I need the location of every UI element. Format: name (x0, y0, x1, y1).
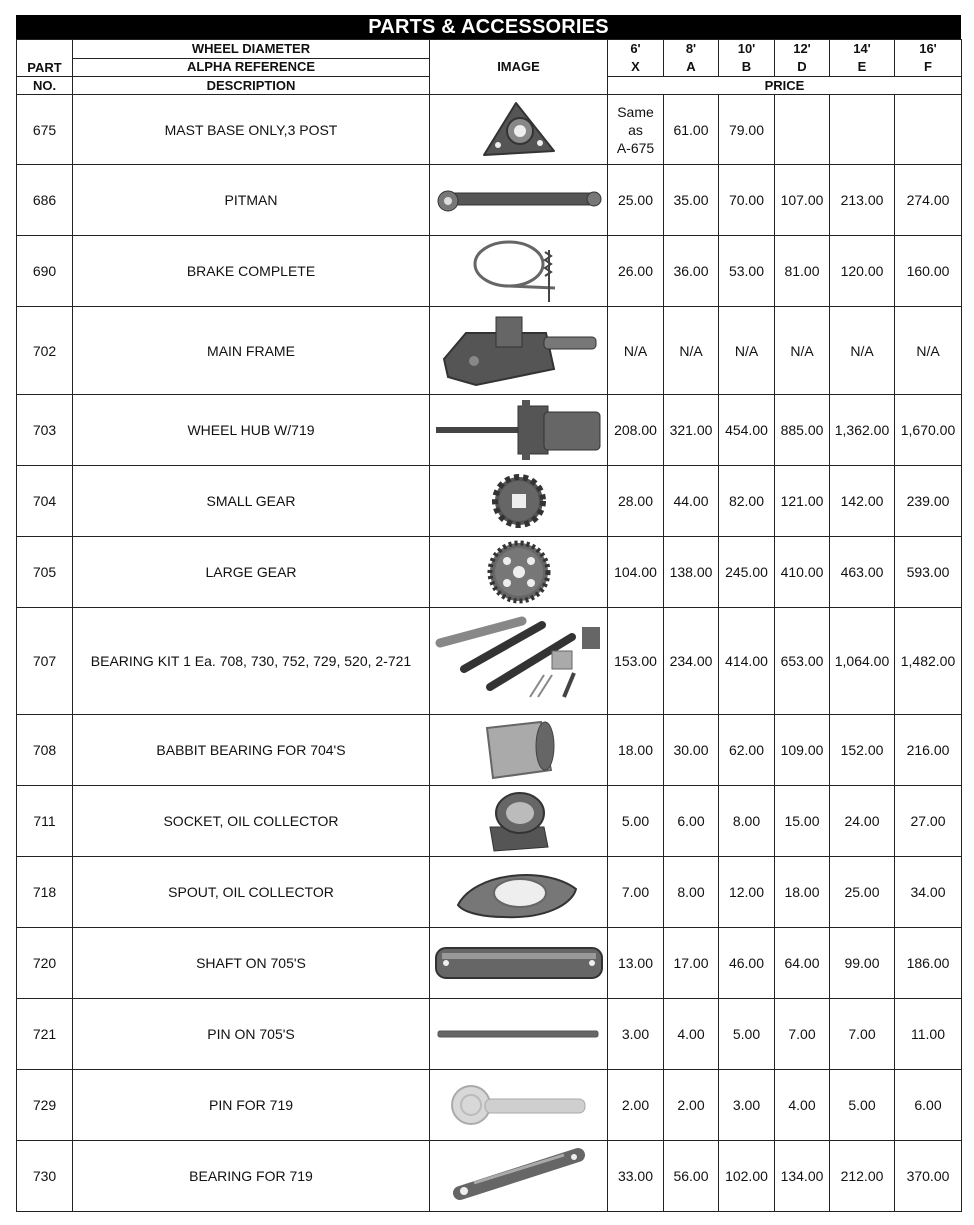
size-header-x: 6' X (608, 40, 664, 77)
price-cell: 7.00 (608, 857, 664, 928)
alpha-reference-header: ALPHA REFERENCE (73, 58, 430, 77)
shaft-image (430, 928, 608, 999)
description-header: DESCRIPTION (73, 77, 430, 95)
price-cell: 593.00 (895, 537, 962, 608)
price-cell: 3.00 (719, 1070, 775, 1141)
table-row (17, 857, 962, 928)
table-body (17, 95, 962, 1212)
wheel-hub-image (430, 395, 608, 466)
price-cell: 4.00 (775, 1070, 830, 1141)
part-number: 686 (17, 165, 73, 236)
size-header-b: 10' B (719, 40, 775, 77)
table-row (17, 466, 962, 537)
table-row (17, 928, 962, 999)
part-number: 702 (17, 307, 73, 395)
part-number: 711 (17, 786, 73, 857)
price-cell: 138.00 (664, 537, 719, 608)
part-number: 730 (17, 1141, 73, 1212)
wheel-diameter-header: WHEEL DIAMETER (73, 40, 430, 59)
price-cell: 109.00 (775, 715, 830, 786)
part-description: PIN ON 705'S (73, 999, 430, 1070)
part-description: SPOUT, OIL COLLECTOR (73, 857, 430, 928)
part-number: 704 (17, 466, 73, 537)
part-number: 705 (17, 537, 73, 608)
price-cell: N/A (830, 307, 895, 395)
pitman-image (430, 165, 608, 236)
size-header-d: 12' D (775, 40, 830, 77)
price-cell: 26.00 (608, 236, 664, 307)
table-row (17, 1070, 962, 1141)
table-row (17, 786, 962, 857)
large-gear-image (430, 537, 608, 608)
price-cell: 36.00 (664, 236, 719, 307)
price-cell: 1,670.00 (895, 395, 962, 466)
table-row (17, 715, 962, 786)
part-no-header (17, 40, 73, 77)
part-number: 690 (17, 236, 73, 307)
part-description: BEARING FOR 719 (73, 1141, 430, 1212)
price-cell: N/A (719, 307, 775, 395)
price-cell: 885.00 (775, 395, 830, 466)
part-description: MAIN FRAME (73, 307, 430, 395)
part-description: LARGE GEAR (73, 537, 430, 608)
price-cell: 4.00 (664, 999, 719, 1070)
price-cell: 186.00 (895, 928, 962, 999)
part-description: WHEEL HUB W/719 (73, 395, 430, 466)
price-cell: 121.00 (775, 466, 830, 537)
price-cell: 239.00 (895, 466, 962, 537)
part-number: 721 (17, 999, 73, 1070)
price-cell (830, 95, 895, 165)
bearing-rod-image (430, 1141, 608, 1212)
price-cell: 3.00 (608, 999, 664, 1070)
price-cell: N/A (664, 307, 719, 395)
price-cell: 62.00 (719, 715, 775, 786)
price-cell: 454.00 (719, 395, 775, 466)
price-cell: 1,482.00 (895, 608, 962, 715)
price-cell: 414.00 (719, 608, 775, 715)
price-cell (775, 95, 830, 165)
price-cell: 25.00 (608, 165, 664, 236)
price-cell: 102.00 (719, 1141, 775, 1212)
spout-image (430, 857, 608, 928)
parts-table (16, 39, 962, 1212)
part-number: 675 (17, 95, 73, 165)
price-cell: 7.00 (775, 999, 830, 1070)
part-number: 703 (17, 395, 73, 466)
table-row (17, 307, 962, 395)
socket-image (430, 786, 608, 857)
price-cell: 321.00 (664, 395, 719, 466)
price-cell: 8.00 (719, 786, 775, 857)
price-cell: 70.00 (719, 165, 775, 236)
pin-ring-image (430, 1070, 608, 1141)
part-description: BEARING KIT 1 Ea. 708, 730, 752, 729, 520, 2-721 (73, 608, 430, 715)
price-cell: N/A (608, 307, 664, 395)
image-header: IMAGE (430, 40, 608, 95)
price-cell: 99.00 (830, 928, 895, 999)
price-cell: 64.00 (775, 928, 830, 999)
small-gear-image (430, 466, 608, 537)
price-sheet (16, 15, 961, 1212)
price-cell: 370.00 (895, 1141, 962, 1212)
part-number: 729 (17, 1070, 73, 1141)
size-header-f: 16' F (895, 40, 962, 77)
table-row (17, 165, 962, 236)
price-cell: 18.00 (775, 857, 830, 928)
bearing-kit-image (430, 608, 608, 715)
price-cell: 120.00 (830, 236, 895, 307)
part-description: MAST BASE ONLY,3 POST (73, 95, 430, 165)
price-cell: 216.00 (895, 715, 962, 786)
part-description: BRAKE COMPLETE (73, 236, 430, 307)
price-cell: 212.00 (830, 1141, 895, 1212)
price-cell: 104.00 (608, 537, 664, 608)
price-cell: 44.00 (664, 466, 719, 537)
table-row (17, 236, 962, 307)
price-cell (895, 95, 962, 165)
price-cell: 33.00 (608, 1141, 664, 1212)
price-cell: 61.00 (664, 95, 719, 165)
pin-long-image (430, 999, 608, 1070)
main-frame-image (430, 307, 608, 395)
page-title: PARTS & ACCESSORIES (16, 15, 961, 39)
part-number: 707 (17, 608, 73, 715)
table-row (17, 95, 962, 165)
price-cell: 82.00 (719, 466, 775, 537)
babbit-bearing-image (430, 715, 608, 786)
price-cell: 160.00 (895, 236, 962, 307)
price-cell: 6.00 (895, 1070, 962, 1141)
price-cell: 152.00 (830, 715, 895, 786)
table-row (17, 1141, 962, 1212)
price-cell: 2.00 (664, 1070, 719, 1141)
part-number: 718 (17, 857, 73, 928)
table-row (17, 608, 962, 715)
price-cell: 34.00 (895, 857, 962, 928)
part-no-header-line2: NO. (17, 77, 73, 95)
price-cell: 134.00 (775, 1141, 830, 1212)
price-cell: 5.00 (830, 1070, 895, 1141)
price-cell: 46.00 (719, 928, 775, 999)
price-cell: 245.00 (719, 537, 775, 608)
part-description: PITMAN (73, 165, 430, 236)
price-cell: 6.00 (664, 786, 719, 857)
price-cell: 11.00 (895, 999, 962, 1070)
price-cell: 2.00 (608, 1070, 664, 1141)
price-cell: 28.00 (608, 466, 664, 537)
price-cell: 79.00 (719, 95, 775, 165)
price-cell: 1,362.00 (830, 395, 895, 466)
price-cell: 53.00 (719, 236, 775, 307)
price-cell: 12.00 (719, 857, 775, 928)
part-description: SHAFT ON 705'S (73, 928, 430, 999)
price-cell: N/A (895, 307, 962, 395)
part-description: PIN FOR 719 (73, 1070, 430, 1141)
price-cell: 213.00 (830, 165, 895, 236)
part-no-header-line1: PART (27, 60, 62, 75)
price-cell: Same as A-675 (608, 95, 664, 165)
price-cell: N/A (775, 307, 830, 395)
price-cell: 8.00 (664, 857, 719, 928)
table-header (17, 40, 962, 95)
price-cell: 24.00 (830, 786, 895, 857)
price-cell: 274.00 (895, 165, 962, 236)
price-cell: 30.00 (664, 715, 719, 786)
price-cell: 56.00 (664, 1141, 719, 1212)
price-cell: 15.00 (775, 786, 830, 857)
price-cell: 25.00 (830, 857, 895, 928)
price-cell: 107.00 (775, 165, 830, 236)
price-cell: 81.00 (775, 236, 830, 307)
price-cell: 27.00 (895, 786, 962, 857)
mast-base-image (430, 95, 608, 165)
price-cell: 5.00 (719, 999, 775, 1070)
table-row (17, 999, 962, 1070)
price-cell: 142.00 (830, 466, 895, 537)
price-cell: 653.00 (775, 608, 830, 715)
table-row (17, 395, 962, 466)
price-cell: 17.00 (664, 928, 719, 999)
price-cell: 208.00 (608, 395, 664, 466)
price-cell: 153.00 (608, 608, 664, 715)
price-header: PRICE (608, 77, 962, 95)
price-cell: 463.00 (830, 537, 895, 608)
price-cell: 5.00 (608, 786, 664, 857)
price-cell: 13.00 (608, 928, 664, 999)
size-header-e: 14' E (830, 40, 895, 77)
part-number: 708 (17, 715, 73, 786)
price-cell: 1,064.00 (830, 608, 895, 715)
price-cell: 18.00 (608, 715, 664, 786)
price-cell: 7.00 (830, 999, 895, 1070)
part-description: BABBIT BEARING FOR 704'S (73, 715, 430, 786)
price-cell: 35.00 (664, 165, 719, 236)
price-cell: 410.00 (775, 537, 830, 608)
price-cell: 234.00 (664, 608, 719, 715)
table-row (17, 537, 962, 608)
size-header-a: 8' A (664, 40, 719, 77)
part-description: SOCKET, OIL COLLECTOR (73, 786, 430, 857)
part-number: 720 (17, 928, 73, 999)
brake-image (430, 236, 608, 307)
part-description: SMALL GEAR (73, 466, 430, 537)
